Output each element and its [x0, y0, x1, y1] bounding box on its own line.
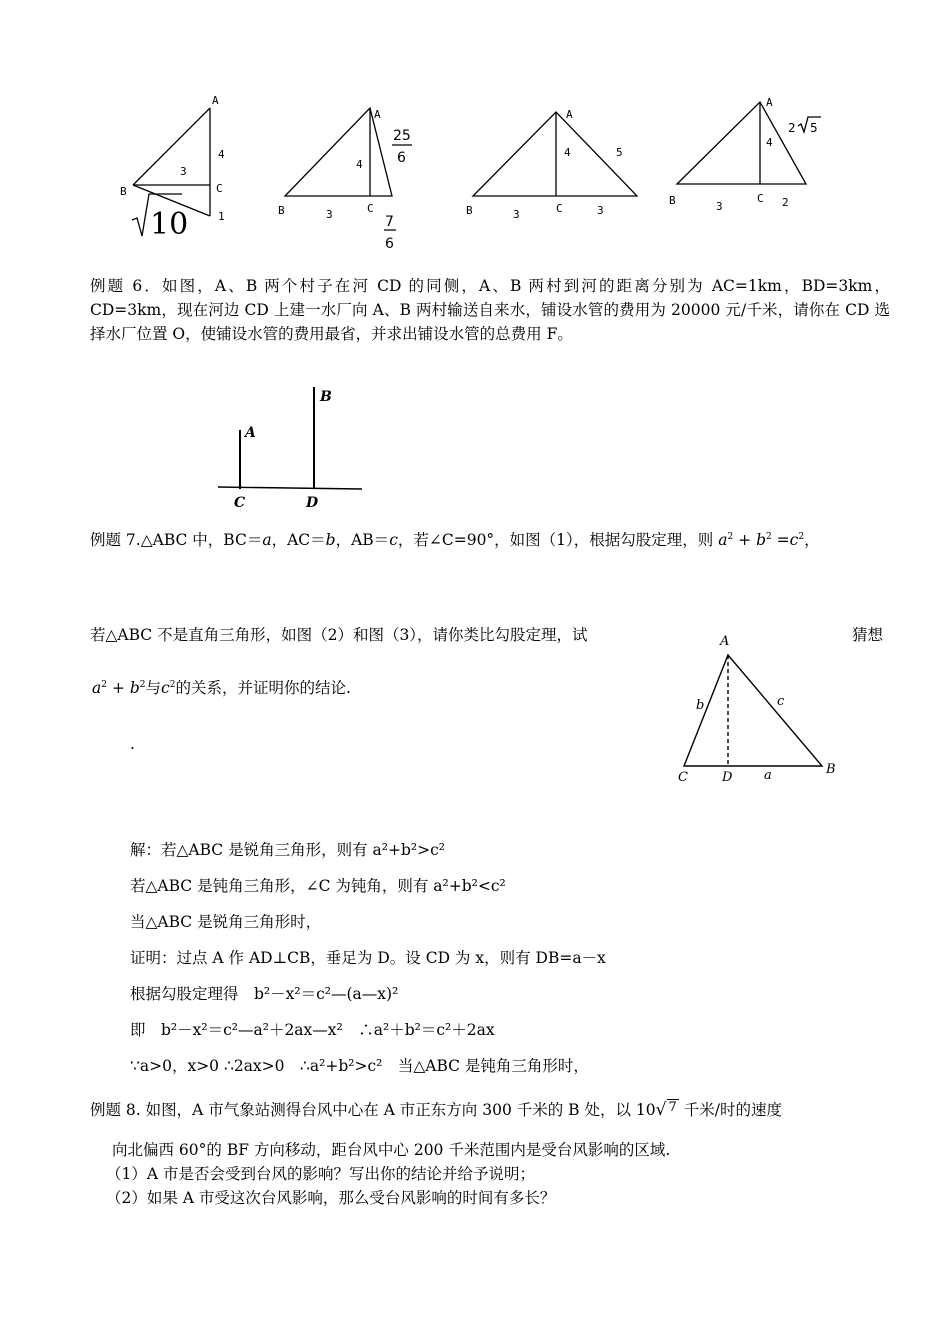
solution-line-5: 根据勾股定理得 b²－x²＝c²—(a—x)²: [130, 985, 399, 1003]
var-a: a: [262, 531, 272, 549]
solution-line-3: 当△ABC 是锐角三角形时，: [130, 913, 322, 931]
example7-line2-left: 若△ABC 不是直角三角形，如图（2）和图（3），请你类比勾股定理，试: [90, 626, 588, 644]
fig2-frac1-den: 6: [397, 150, 406, 166]
ex6-label-B: B: [320, 389, 332, 405]
fig2-frac1-num: 25: [393, 128, 411, 144]
fig4-label-2: 2: [782, 196, 789, 209]
figure-triangles-row: [0, 90, 950, 260]
var-c: c: [389, 531, 398, 549]
fig1-label-C: C: [216, 182, 223, 195]
fig4-lines: [677, 102, 806, 184]
example8-line2: 向北偏西 60°的 BF 方向移动，距台风中心 200 千米范围内是受台风影响的区域.: [112, 1141, 671, 1159]
fig2-label-C: C: [367, 202, 374, 215]
fig3-label-C: C: [556, 202, 563, 215]
fig4-label-3: 3: [716, 200, 723, 213]
solution-line-1: 解：若△ABC 是锐角三角形，则有 a²+b²>c²: [130, 841, 445, 859]
fig1-lines: [133, 108, 210, 216]
fig1-label-1: 1: [218, 210, 225, 223]
solution-line-2: 若△ABC 是钝角三角形，∠C 为钝角，则有 a²+b²<c²: [130, 877, 506, 895]
fig4-label-coef: 2: [788, 121, 796, 135]
example8-line1: 例题 8. 如图，A 市气象站测得台风中心在 A 市正东方向 300 千米的 B 处，以 10√ 7 千米/时的速度: [90, 1100, 782, 1120]
fig4-label-4: 4: [766, 136, 773, 149]
example8-question-1: （1）A 市是否会受到台风的影响？写出你的结论并给予说明；: [106, 1165, 535, 1183]
example7-figure: [670, 625, 860, 790]
example7-line1: 例题 7.△ABC 中，BC＝a，AC＝b，AB＝c，若∠C=90°，如图（1），根据勾股定理，则 $a^2 + b^2 =c^2$，: [90, 531, 820, 549]
fig1-label-A: A: [212, 94, 219, 107]
fig1-label-3: 3: [180, 165, 187, 178]
example7-line3: $a^2 + b^2$与$c^2$的关系，并证明你的结论.: [92, 679, 351, 697]
ex7-label-b: b: [696, 698, 705, 713]
fig4-label-B: B: [669, 194, 676, 207]
example8-question-2: （2）如果 A 市受这次台风影响，那么受台风影响的时间有多长？: [106, 1189, 556, 1207]
fig2-label-3: 3: [326, 208, 333, 221]
ex7-label-D: D: [722, 770, 733, 785]
ex7-label-C: C: [678, 770, 688, 785]
fig2-lines: [285, 108, 392, 196]
solution-line-6: 即 b²－x²＝c²—a²＋2ax—x² ∴a²＋b²＝c²＋2ax: [130, 1021, 495, 1039]
fig3-label-4: 4: [564, 146, 571, 159]
fig1-sqrt10: 10: [150, 207, 189, 242]
fig2-label-B: B: [278, 204, 285, 217]
fig4-label-C: C: [757, 192, 764, 205]
example7-line2-right: 猜想: [852, 626, 884, 644]
ex6-label-D: D: [306, 495, 319, 511]
ex7-label-c: c: [777, 694, 785, 709]
ex6-label-A: A: [245, 425, 256, 441]
fig3-label-3-left: 3: [513, 208, 520, 221]
sqrt-radicand: 7: [668, 1100, 677, 1115]
fig3-label-3-right: 3: [597, 204, 604, 217]
fig4-label-A: A: [766, 96, 773, 109]
ex7-label-A: A: [720, 634, 730, 649]
sqrt-sign: √: [655, 1100, 667, 1120]
fig2-label-4: 4: [356, 158, 363, 171]
fig3-label-A: A: [566, 108, 573, 121]
solution-line-4: 证明：过点 A 作 AD⊥CB，垂足为 D。设 CD 为 x，则有 DB=a－x: [130, 949, 606, 967]
fig2-frac2-den: 6: [385, 236, 394, 252]
example6-figure: [210, 385, 380, 515]
example7-dot: .: [130, 735, 135, 753]
fig4-label-rad: 5: [810, 121, 818, 135]
ex7-label-B: B: [826, 762, 836, 777]
solution-line-7: ∵a>0，x>0 ∴2ax>0 ∴a²+b²>c² 当△ABC 是钝角三角形时，: [130, 1057, 589, 1075]
fig2-frac2-num: 7: [385, 214, 394, 230]
fig3-lines: [473, 112, 637, 196]
fig2-label-A: A: [374, 108, 381, 121]
fig1-label-4: 4: [218, 148, 225, 161]
fig3-label-5: 5: [616, 146, 623, 159]
var-b: b: [325, 531, 336, 549]
ex6-label-C: C: [234, 495, 246, 511]
fig3-label-B: B: [466, 204, 473, 217]
ex7-label-a: a: [764, 768, 772, 783]
fig1-label-B: B: [120, 185, 127, 198]
example6-text: 例题 6．如图，A、B 两个村子在河 CD 的同侧，A、B 两村到河的距离分别为 AC=1km，BD=3km，CD=3km，现在河边 CD 上建一水厂向 A、B 两村输送自来水，铺设水管的费用为 20000 元/千米，请你在 CD 选择水厂位置 O，使铺设水管的费用最省，并求出铺设水管的总费用 F。: [90, 277, 890, 343]
